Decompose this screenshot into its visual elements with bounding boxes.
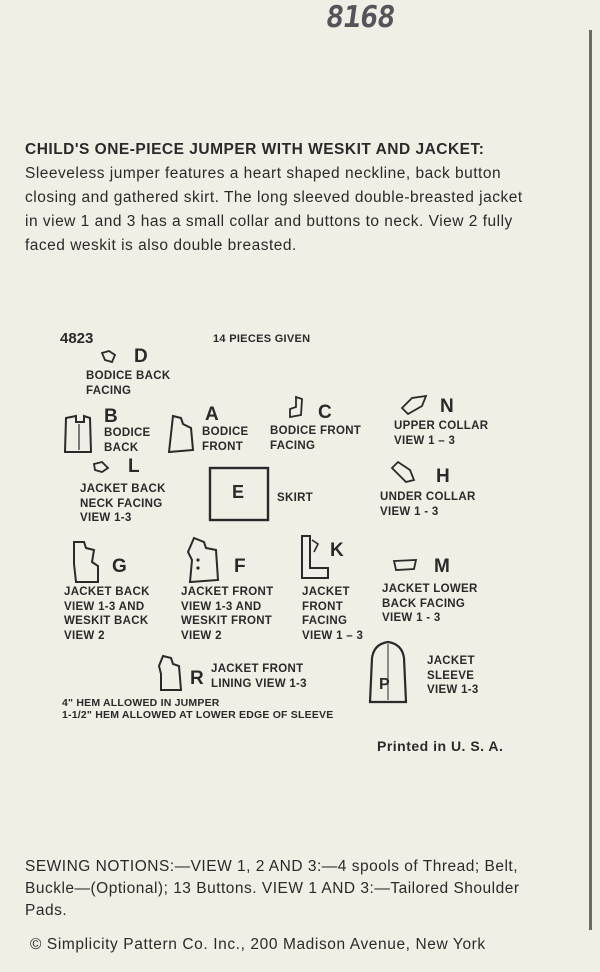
bodice-back-icon bbox=[62, 414, 94, 454]
piece-letter-p: P bbox=[379, 676, 390, 693]
piece-letter-g: G bbox=[112, 556, 127, 577]
piece-label-f: JACKET FRONT VIEW 1-3 AND WESKIT FRONT VIEW 2 bbox=[181, 586, 274, 642]
under-collar-icon bbox=[390, 460, 416, 484]
piece-letter-n: N bbox=[440, 396, 454, 417]
piece-label-n: UPPER COLLAR VIEW 1 – 3 bbox=[394, 420, 489, 447]
jacket-back-neck-facing-icon bbox=[92, 460, 110, 474]
pattern-description bbox=[25, 138, 525, 258]
piece-label-b: BODICE BACK bbox=[104, 427, 151, 454]
piece-label-l: JACKET BACK NECK FACING VIEW 1-3 bbox=[80, 483, 166, 524]
piece-letter-d: D bbox=[134, 346, 148, 367]
piece-letter-b: B bbox=[104, 406, 118, 427]
piece-label-h: UNDER COLLAR VIEW 1 - 3 bbox=[380, 491, 476, 518]
piece-letter-l: L bbox=[128, 456, 140, 477]
copyright-line: © Simplicity Pattern Co. Inc., 200 Madison Avenue, New York bbox=[30, 936, 486, 953]
description-heading: CHILD'S ONE-PIECE JUMPER WITH WESKIT AND JACKET: bbox=[25, 141, 485, 158]
piece-label-p: JACKET SLEEVE VIEW 1-3 bbox=[427, 655, 479, 696]
piece-label-e: SKIRT bbox=[277, 492, 313, 504]
piece-letter-c: C bbox=[318, 402, 332, 423]
hem-note-jumper: 4" HEM ALLOWED IN JUMPER bbox=[62, 697, 220, 709]
pieces-given: 14 PIECES GIVEN bbox=[213, 333, 311, 345]
jacket-back-icon bbox=[70, 540, 102, 584]
jacket-sleeve-icon bbox=[366, 640, 410, 704]
piece-label-c: BODICE FRONT FACING bbox=[270, 425, 362, 452]
piece-label-k: JACKET FRONT FACING VIEW 1 – 3 bbox=[302, 586, 364, 642]
printed-in: Printed in U. S. A. bbox=[377, 738, 504, 754]
piece-letter-r: R bbox=[190, 668, 204, 689]
sewing-notions: SEWING NOTIONS:—VIEW 1, 2 AND 3:—4 spools of Thread; Belt, Buckle—(Optional); 13 Buttons. VIEW 1 AND 3:—Tailored Shoulder Pads. bbox=[25, 858, 520, 919]
jacket-front-icon bbox=[186, 536, 222, 584]
piece-letter-a: A bbox=[205, 404, 219, 425]
stamp-number: 8168 bbox=[323, 0, 397, 35]
paper-edge bbox=[589, 30, 592, 930]
piece-letter-h: H bbox=[436, 466, 450, 487]
bodice-front-icon bbox=[167, 414, 195, 454]
jacket-lower-back-facing-icon bbox=[392, 558, 418, 572]
piece-label-m: JACKET LOWER BACK FACING VIEW 1 - 3 bbox=[382, 583, 478, 624]
piece-label-a: BODICE FRONT bbox=[202, 426, 249, 453]
piece-label-d: BODICE BACK FACING bbox=[86, 370, 171, 397]
piece-letter-f: F bbox=[234, 556, 246, 577]
piece-label-g: JACKET BACK VIEW 1-3 AND WESKIT BACK VIEW 2 bbox=[64, 586, 150, 642]
bodice-front-facing-icon bbox=[286, 395, 306, 419]
upper-collar-icon bbox=[400, 394, 428, 416]
piece-letter-e: E bbox=[232, 482, 245, 502]
jacket-front-facing-icon bbox=[298, 534, 332, 580]
description-body: Sleeveless jumper features a heart shaped neckline, back button closing and gathered skirt. The long sleeved double-breasted jacket in view 1 and 3 has a small collar and buttons to neck. View 2 fully faced weskit is also double breasted. bbox=[25, 165, 523, 254]
hem-note-sleeve: 1-1/2" HEM ALLOWED AT LOWER EDGE OF SLEEVE bbox=[62, 709, 334, 721]
bodice-back-facing-icon bbox=[100, 350, 118, 364]
pattern-number: 4823 bbox=[60, 330, 94, 347]
jacket-front-lining-icon bbox=[157, 654, 183, 692]
piece-label-r: JACKET FRONT LINING VIEW 1-3 bbox=[211, 663, 307, 690]
piece-letter-k: K bbox=[330, 540, 344, 561]
piece-letter-m: M bbox=[434, 556, 450, 577]
